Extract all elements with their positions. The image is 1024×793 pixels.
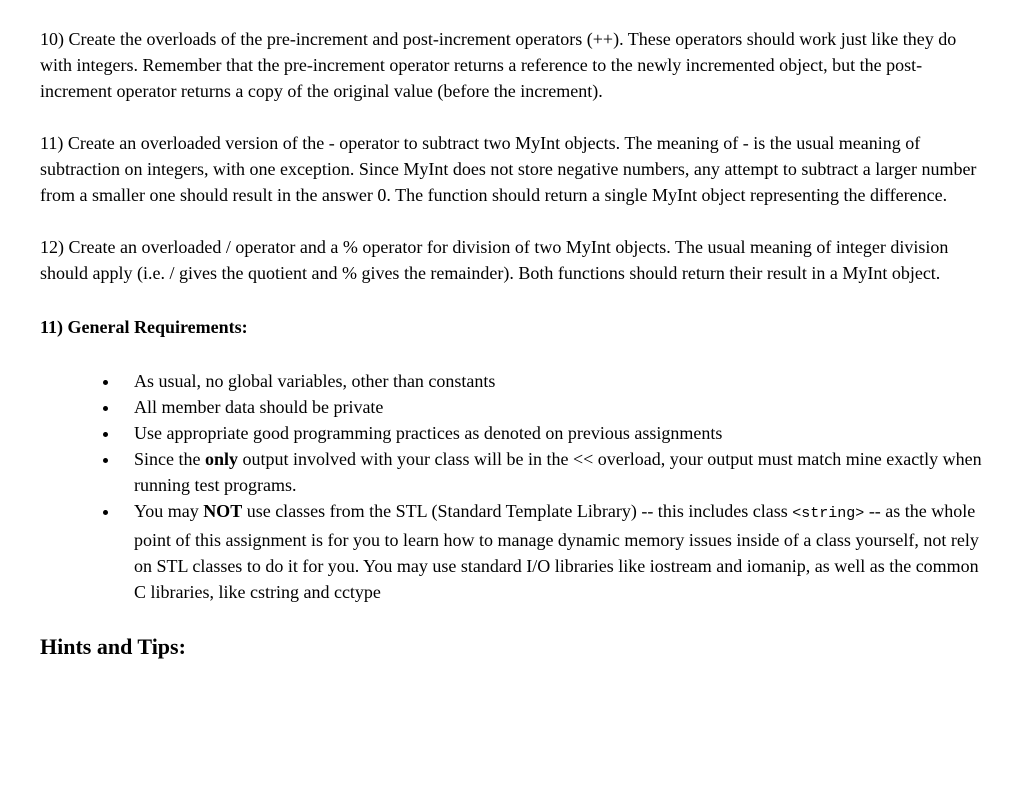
bullet-text: use classes from the STL (Standard Template Library) -- this includes class [242, 501, 793, 521]
bullet-text: All member data should be private [134, 397, 384, 417]
paragraph-item-12: 12) Create an overloaded / operator and a % operator for division of two MyInt objects. The usual meaning of integer division should apply (i.e. / gives the quotient and % gives the remainder). Both functions should return their result in a MyInt object. [40, 237, 949, 283]
bullet-text: As usual, no global variables, other than constants [134, 371, 496, 391]
bullet-text-bold: only [204, 449, 238, 469]
paragraph-item-10: 10) Create the overloads of the pre-increment and post-increment operators (++). These operators should work just like they do with integers. Remember that the pre-increment operator returns a reference to the newly incremented object, but the post-increment operator returns a copy of the original value (before the increment). [40, 29, 957, 101]
list-item [120, 446, 990, 498]
bullet-text-code: <string> [792, 505, 865, 522]
list-item [120, 498, 990, 605]
bullet-text: Use appropriate good programming practices as denoted on previous assignments [134, 423, 723, 443]
list-item [120, 420, 990, 446]
requirements-list [40, 368, 990, 605]
bullet-text: Since the [134, 449, 205, 469]
bullet-text: output involved with your class will be in the << overload, your output must match mine exactly when running test programs. [134, 449, 982, 495]
bullet-text-bold: NOT [203, 501, 243, 521]
paragraph-item-11: 11) Create an overloaded version of the - operator to subtract two MyInt objects. The meaning of - is the usual meaning of subtraction on integers, with one exception. Since MyInt does not store negative numbers, any attempt to subtract a larger number from a smaller one should result in the answer 0. The function should return a single MyInt object representing the difference. [40, 133, 977, 205]
list-item [120, 394, 990, 420]
bullet-text: -- as the whole point of this assignment is for you to learn how to manage dynamic memory issues inside of a class yourself, not rely on STL classes to do it for you. You may use standard I/O libraries like iostream and iomanip, as well as the common C libraries, like cstring and cctype [134, 501, 979, 602]
list-item [120, 368, 990, 394]
hints-and-tips-heading: Hints and Tips: [40, 634, 186, 659]
general-requirements-heading: 11) General Requirements: [40, 317, 248, 337]
bullet-text: You may [134, 501, 204, 521]
